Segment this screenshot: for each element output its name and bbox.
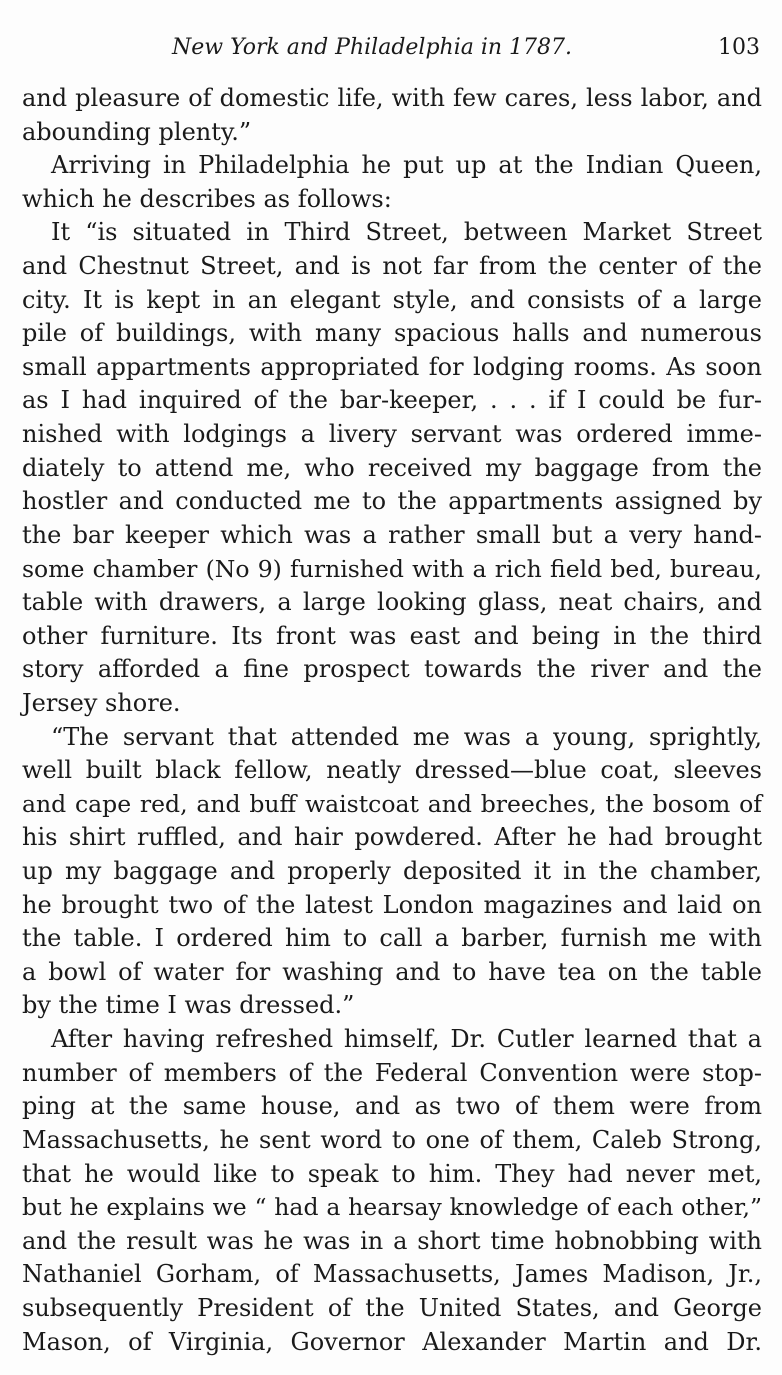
text-line: and pleasure of domestic life, with few cares, less labor, and [22, 84, 762, 112]
text-line: that he would like to speak to him. They had never met, [22, 1159, 762, 1188]
text-line: diately to attend me, who received my baggage from the [22, 453, 762, 482]
text-line: and cape red, and buff waistcoat and breeches, the bosom of [22, 789, 762, 818]
text-line: After having refreshed himself, Dr. Cutler learned that a [51, 1025, 762, 1054]
text-line: but he explains we “ had a hearsay knowledge of each other,” [22, 1193, 762, 1222]
running-title: New York and Philadelphia in 1787. [172, 35, 573, 60]
text-line: a bowl of water for washing and to have tea on the table [22, 957, 762, 986]
text-line: up my baggage and properly deposited it in the chamber, [22, 857, 762, 886]
text-line: pile of buildings, with many spacious halls and numerous [22, 319, 762, 348]
text-line: as I had inquired of the bar-keeper, . . . if I could be fur- [22, 386, 762, 415]
text-line: number of members of the Federal Convention were stop- [22, 1058, 762, 1087]
text-line: table with drawers, a large looking glass, neat chairs, and [22, 588, 762, 617]
text-line: by the time I was dressed.” [22, 991, 355, 1020]
text-line: Massachusetts, he sent word to one of them, Caleb Strong, [22, 1125, 762, 1154]
text-line: he brought two of the latest London magazines and laid on [22, 890, 762, 919]
text-line: the table. I ordered him to call a barber, furnish me with [22, 924, 762, 953]
text-line: Nathaniel Gorham, of Massachusetts, James Madison, Jr., [22, 1260, 762, 1289]
text-line: ping at the same house, and as two of them were from [22, 1092, 762, 1121]
page-header [22, 30, 762, 66]
text-line: “The servant that attended me was a young, sprightly, [51, 722, 762, 751]
text-line: other furniture. Its front was east and being in the third [22, 621, 762, 650]
text-line: Mason, of Virginia, Governor Alexander Martin and Dr. [22, 1327, 762, 1356]
text-line: abounding plenty.” [22, 117, 252, 146]
text-line: hostler and conducted me to the appartments assigned by [22, 487, 762, 516]
text-line: story afforded a fine prospect towards the river and the [22, 655, 762, 684]
text-line: small appartments appropriated for lodging rooms. As soon [22, 352, 762, 381]
text-line: well built black fellow, neatly dressed—blue coat, sleeves [22, 756, 762, 785]
text-line: some chamber (No 9) furnished with a rich field bed, bureau, [22, 554, 762, 583]
body-text [22, 82, 762, 1359]
text-line: his shirt ruffled, and hair powdered. After he had brought [22, 823, 762, 852]
text-line: It “is situated in Third Street, between Market Street [51, 218, 762, 247]
text-line: the bar keeper which was a rather small but a very hand- [22, 520, 762, 549]
text-line: Arriving in Philadelphia he put up at the Indian Queen, [51, 151, 762, 180]
text-line: city. It is kept in an elegant style, and consists of a large [22, 285, 762, 314]
text-line: nished with lodgings a livery servant was ordered imme- [22, 420, 762, 449]
page-number: 103 [718, 35, 760, 60]
text-line: Jersey shore. [22, 688, 181, 717]
text-line: and the result was he was in a short time hobnobbing with [22, 1226, 762, 1255]
text-line: which he describes as follows: [22, 184, 392, 213]
text-line: and Chestnut Street, and is not far from the center of the [22, 252, 762, 281]
text-line: subsequently President of the United States, and George [22, 1293, 762, 1322]
